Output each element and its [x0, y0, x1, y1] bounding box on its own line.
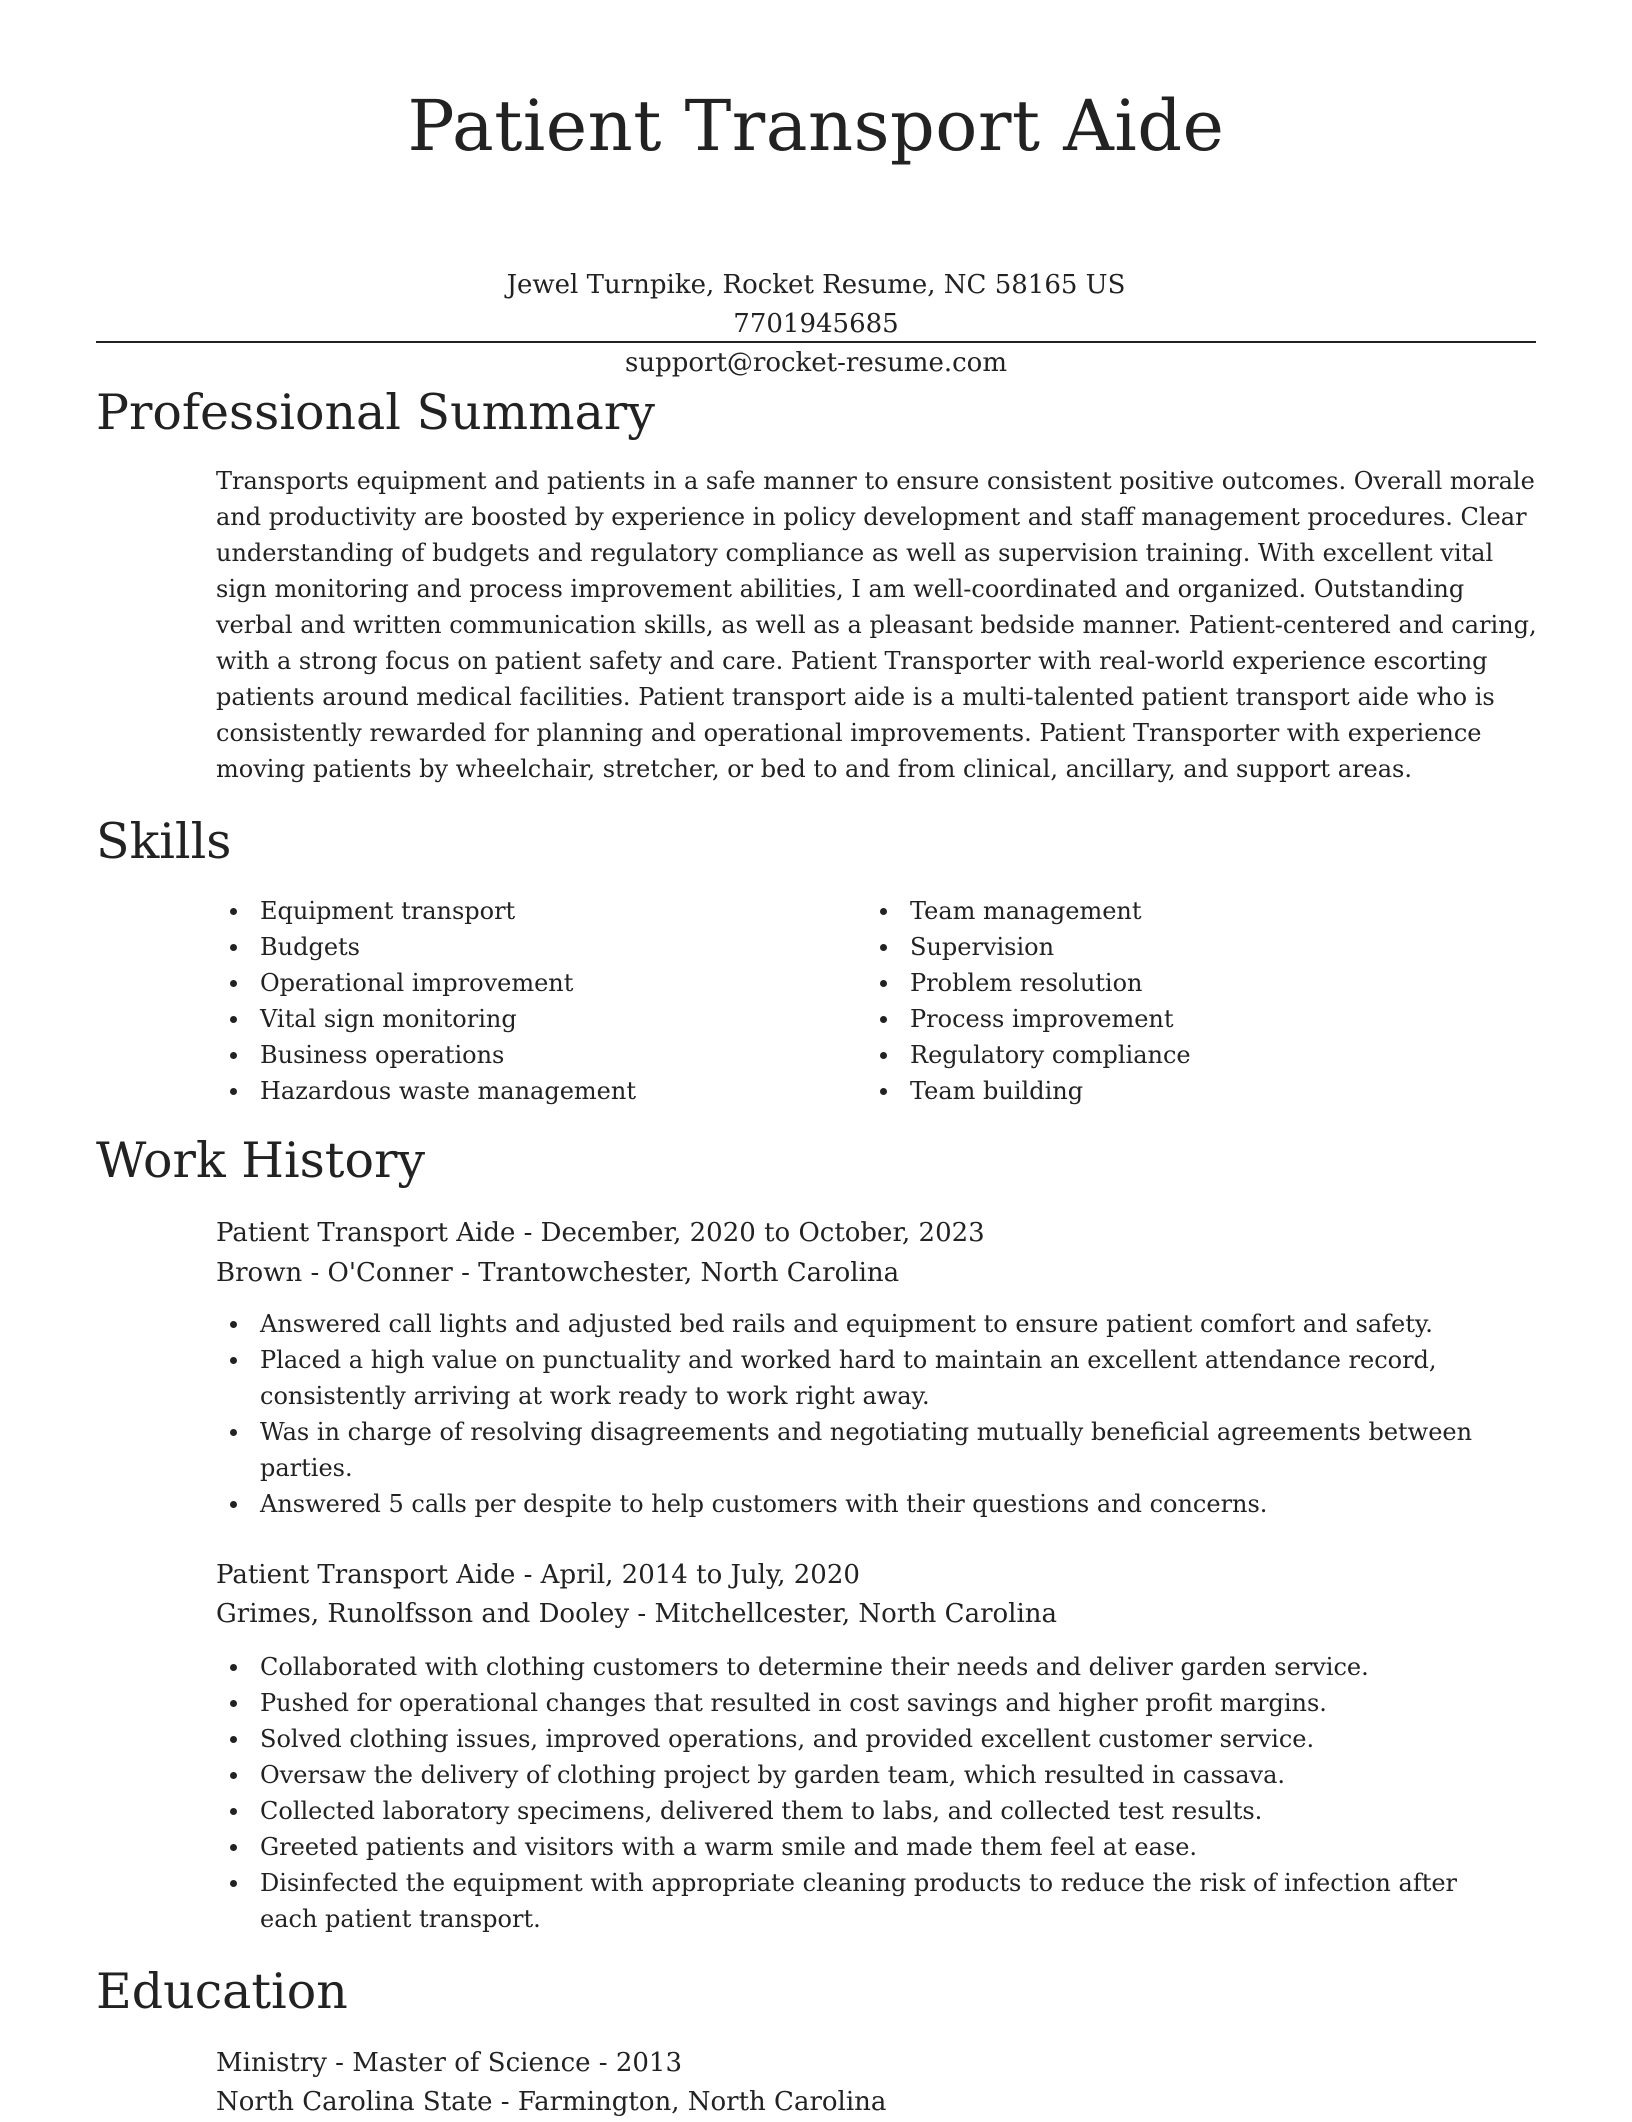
job-duties-list [216, 1306, 1516, 1522]
skill-item: Equipment transport [216, 893, 776, 929]
skill-item: Regulatory compliance [866, 1037, 1426, 1073]
skill-item: Team building [866, 1073, 1426, 1109]
job-title: Patient Transport Aide [216, 1218, 516, 1248]
job-company: Brown - O'Conner [216, 1258, 453, 1288]
skill-item: Process improvement [866, 1001, 1426, 1037]
skill-item: Budgets [216, 929, 776, 965]
job-duty: Oversaw the delivery of clothing project by garden team, which resulted in cassava. [216, 1757, 1516, 1793]
job-duty: Disinfected the equipment with appropriate cleaning products to reduce the risk of infection after each patient transport. [216, 1865, 1516, 1937]
contact-phone: 7701945685 [733, 309, 899, 339]
summary-text: Transports equipment and patients in a safe manner to ensure consistent positive outcomes. Overall morale and productivity are boosted by experience in policy development and staff management procedures. Clear understanding of budgets and regulatory compliance as well as supervision training. With excellent vital sign monitoring and process improvement abilities, I am well-coordinated and organized. Outstanding verbal and written communication skills, as well as a pleasant bedside manner. Patient-centered and caring, with a strong focus on patient safety and care. Patient Transporter with real-world experience escorting patients around medical facilities. Patient transport aide is a multi-talented patient transport aide who is consistently rewarded for planning and operational improvements. Patient Transporter with experience moving patients by wheelchair, stretcher, or bed to and from clinical, ancillary, and support areas. [216, 467, 1537, 783]
job-company: Grimes, Runolfsson and Dooley [216, 1599, 630, 1629]
job-title: Patient Transport Aide [216, 1560, 516, 1590]
resume-header [0, 80, 1632, 383]
job-duty: Collaborated with clothing customers to determine their needs and deliver garden service. [216, 1649, 1516, 1685]
job-dates: - April, 2014 to July, 2020 [515, 1560, 860, 1590]
candidate-name: Patient Transport Aide [407, 85, 1225, 167]
skill-item: Hazardous waste management [216, 1073, 776, 1109]
job-duty: Pushed for operational changes that resulted in cost savings and higher profit margins. [216, 1685, 1516, 1721]
job-location: - Mitchellcester, North Carolina [629, 1599, 1058, 1629]
job-location: - Trantowchester, North Carolina [452, 1258, 900, 1288]
skill-item: Business operations [216, 1037, 776, 1073]
skill-item: Team management [866, 893, 1426, 929]
job-company-line [216, 1253, 899, 1293]
job-duty: Answered 5 calls per despite to help customers with their questions and concerns. [216, 1486, 1516, 1522]
education-location: - Farmington, North Carolina [492, 2087, 887, 2117]
education-degree-line [216, 2043, 682, 2083]
work-history-heading: Work History [96, 1132, 426, 1189]
skills-heading: Skills [96, 813, 232, 870]
education-school-line [216, 2082, 886, 2122]
job-duty: Collected laboratory specimens, delivered them to labs, and collected test results. [216, 1793, 1516, 1829]
skills-list-left [216, 893, 776, 1109]
education-year: - 2013 [590, 2048, 683, 2078]
header-divider [96, 341, 1536, 343]
education-institution: Ministry [216, 2048, 327, 2078]
education-heading: Education [96, 1963, 348, 2020]
job-duty: Answered call lights and adjusted bed rails and equipment to ensure patient comfort and safety. [216, 1306, 1516, 1342]
job-company-line [216, 1594, 1057, 1634]
job-duty: Solved clothing issues, improved operations, and provided excellent customer service. [216, 1721, 1516, 1757]
job-duty: Was in charge of resolving disagreements and negotiating mutually beneficial agreements between parties. [216, 1414, 1516, 1486]
skill-item: Problem resolution [866, 965, 1426, 1001]
education-school: North Carolina State [216, 2087, 493, 2117]
contact-block [0, 266, 1632, 383]
job-title-line [216, 1555, 860, 1595]
education-degree: - Master of Science [326, 2048, 591, 2078]
job-dates: - December, 2020 to October, 2023 [515, 1218, 985, 1248]
skill-item: Supervision [866, 929, 1426, 965]
job-duties-list [216, 1649, 1516, 1937]
job-duty: Placed a high value on punctuality and worked hard to maintain an excellent attendance record, consistently arriving at work ready to work right away. [216, 1342, 1516, 1414]
contact-email: support@rocket-resume.com [624, 348, 1007, 378]
skills-list-right [866, 893, 1426, 1109]
contact-address: Jewel Turnpike, Rocket Resume, NC 58165 US [506, 270, 1126, 300]
job-title-line [216, 1213, 985, 1253]
job-duty: Greeted patients and visitors with a warm smile and made them feel at ease. [216, 1829, 1516, 1865]
skill-item: Operational improvement [216, 965, 776, 1001]
summary-heading: Professional Summary [96, 384, 655, 441]
skill-item: Vital sign monitoring [216, 1001, 776, 1037]
